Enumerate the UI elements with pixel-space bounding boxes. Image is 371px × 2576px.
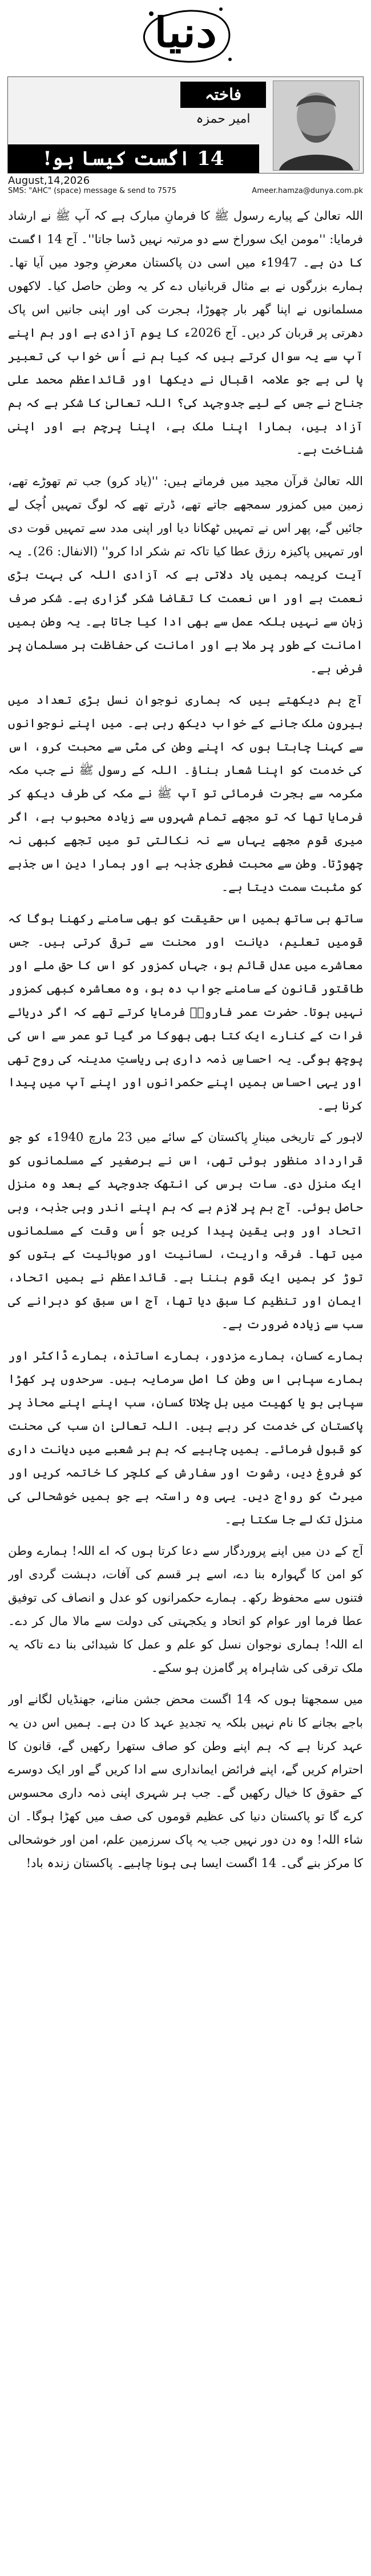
paragraph: اللہ تعالیٰ کے پیارے رسول ﷺ کا فرمانِ مبارک ہے کہ آپ ﷺ نے ارشاد فرمایا: ''مومن ایک سوراخ سے دو مرتبہ نہیں ڈسا جاتا''۔ آج 14 اگست کا دن ہے۔ 1947ء میں اسی دن پاکستان معرضِ وجود میں آیا تھا۔ ہمارے بزرگوں نے بے مثال قربانیاں دے کر یہ وطن حاصل کیا۔ لاکھوں مسلمانوں نے اپنا گھر بار چھوڑا، ہجرت کی اور اپنی جانیں اس پاک دھرتی پر قربان کر دیں۔ آج 2026ء کا یوم آزادی ہے اور ہم اپنے آپ سے یہ سوال کرتے ہیں کہ کیا ہم نے اُس خواب کی تعبیر پا لی ہے جو علامہ اقبال نے دیکھا اور قائداعظم محمد علی جناح نے جس کے لیے جدوجہد کی؟ اللہ تعالیٰ کا شکر ہے کہ ہم آزاد ہیں، ہمارا اپنا ملک ہے، اپنا پرچم ہے اور اپنی شناخت ہے۔	[8, 209, 363, 457]
paragraph: لاہور کے تاریخی مینارِ پاکستان کے سائے میں 23 مارچ 1940ء کو جو قرارداد منظور ہوئی تھی، اس نے برصغیر کے مسلمانوں کو ایک منزل دی۔ سات برس کی انتھک جدوجہد کے بعد وہ منزل حاصل ہوئی۔ آج ہم پر لازم ہے کہ ہم اپنے اندر وہی جذبہ، وہی اتحاد اور وہی یقین پیدا کریں جو اُس وقت کے مسلمانوں میں تھا۔ فرقہ واریت، لسانیت اور صوبائیت کے بتوں کو توڑ کر ہمیں ایک قوم بننا ہے۔ قائداعظم نے ہمیں اتحاد، ایمان اور تنظیم کا سبق دیا تھا، آج اس سبق کو دہرانے کی سب سے زیادہ ضرورت ہے۔	[8, 1130, 363, 1331]
logo-text: دنیا	[154, 8, 217, 57]
sms-info: SMS: "AHC" (space) message & send to 7575	[8, 187, 176, 195]
column-header	[7, 76, 364, 174]
column-name: فاختہ	[180, 82, 266, 108]
dunya-logo	[134, 3, 237, 67]
headline: 14 اگست کیسا ہو!	[8, 144, 259, 173]
paragraph: آج ہم دیکھتے ہیں کہ ہماری نوجوان نسل بڑی تعداد میں بیرونِ ملک جانے کے خواب دیکھ رہی ہے۔ میں اپنے نوجوانوں سے کہنا چاہتا ہوں کہ اپنے وطن کی مٹی سے محبت کرو، اس کی خدمت کو اپنا شعار بناؤ۔ اللہ کے رسول ﷺ نے جب مکہ مکرمہ سے ہجرت فرمائی تو آپ ﷺ نے مکہ کی طرف دیکھ کر فرمایا تھا کہ تو مجھے تمام شہروں سے زیادہ محبوب ہے، اگر میری قوم مجھے یہاں سے نہ نکالتی تو میں تجھے کبھی نہ چھوڑتا۔ وطن سے محبت فطری جذبہ ہے اور ہمارا دین اس جذبے کو مثبت سمت دیتا ہے۔	[8, 693, 363, 894]
paragraph: میں سمجھتا ہوں کہ 14 اگست محض جشن منانے، جھنڈیاں لگانے اور باجے بجانے کا نام نہیں بلکہ یہ تجدیدِ عہد کا دن ہے۔ ہمیں اس دن یہ عہد کرنا ہے کہ ہم اپنے وطن کو صاف ستھرا رکھیں گے، قانون کا احترام کریں گے، اپنے فرائض ایمانداری سے ادا کریں گے اور ایک دوسرے کے حقوق کا خیال رکھیں گے۔ جب ہر شہری اپنی ذمہ داری محسوس کرے گا تو پاکستان دنیا کی عظیم قوموں کی صف میں کھڑا ہوگا۔ ان شاء اللہ! وہ دن دور نہیں جب یہ پاک سرزمین علم، امن اور خوشحالی کا مرکز بنے گی۔ 14 اگست ایسا ہی ہونا چاہیے۔ پاکستان زندہ باد!	[8, 1692, 363, 1870]
article-body	[8, 204, 363, 2570]
paragraph: ہمارے کسان، ہمارے مزدور، ہمارے اساتذہ، ہمارے ڈاکٹر اور ہمارے سپاہی اس وطن کا اصل سرمایہ ہیں۔ سرحدوں پر کھڑا سپاہی ہو یا کھیت میں ہل چلاتا کسان، سب اپنے اپنے محاذ پر پاکستان کی خدمت کر رہے ہیں۔ اللہ تعالیٰ ان سب کی محنت کو قبول فرمائے۔ ہمیں چاہیے کہ ہم ہر شعبے میں دیانت داری کو فروغ دیں، رشوت اور سفارش کے کلچر کا خاتمہ کریں اور میرٹ کو رواج دیں۔ یہی وہ راستہ ہے جو ہمیں خوشحالی کی منزل تک لے جا سکتا ہے۔	[8, 1349, 363, 1526]
paragraph: ساتھ ہی ساتھ ہمیں اس حقیقت کو بھی سامنے رکھنا ہوگا کہ قومیں تعلیم، دیانت اور محنت سے ترقی کرتی ہیں۔ جس معاشرے میں عدل قائم ہو، جہاں کمزور کو اس کا حق ملے اور طاقتور قانون کے سامنے جواب دہ ہو، وہ معاشرہ کبھی کمزور نہیں ہوتا۔ حضرت عمر فاروقؓ فرمایا کرتے تھے کہ اگر دریائے فرات کے کنارے ایک کتا بھی بھوکا مر گیا تو عمر سے اس کی پوچھ ہوگی۔ یہ احساسِ ذمہ داری ہی ریاستِ مدینہ کی روح تھی اور یہی احساس ہمیں اپنے حکمرانوں اور اپنے آپ میں پیدا کرنا ہے۔	[8, 912, 363, 1112]
author-name: امیر حمزہ	[196, 112, 251, 126]
author-photo	[273, 80, 360, 171]
publish-date: August,14,2026	[8, 175, 90, 187]
author-email[interactable]: Ameer.hamza@dunya.com.pk	[252, 187, 363, 195]
paragraph: آج کے دن میں اپنے پروردگار سے دعا کرتا ہوں کہ اے اللہ! ہمارے وطن کو امن کا گہوارہ بنا دے، اسے ہر قسم کی آفات، دہشت گردی اور فتنوں سے محفوظ رکھ۔ ہمارے حکمرانوں کو عدل و انصاف کی توفیق عطا فرما اور عوام کو اتحاد و یکجہتی کی دولت سے مالا مال کر دے۔ اے اللہ! ہماری نوجوان نسل کو علم و عمل کا شیدائی بنا دے تاکہ یہ ملک ترقی کی شاہراہ پر گامزن ہو سکے۔	[8, 1544, 363, 1675]
paragraph: اللہ تعالیٰ قرآن مجید میں فرماتے ہیں: ''(یاد کرو) جب تم تھوڑے تھے، زمین میں کمزور سمجھے جاتے تھے، ڈرتے تھے کہ لوگ تمہیں اُچک لے جائیں گے، پھر اس نے تمہیں ٹھکانا دیا اور اپنی مدد سے تمہیں قوت دی اور تمہیں پاکیزہ رزق عطا کیا تاکہ تم شکر ادا کرو'' (الانفال: 26)۔ یہ آیت کریمہ ہمیں یاد دلاتی ہے کہ آزادی اللہ کی بہت بڑی نعمت ہے اور اس نعمت کا تقاضا شکر گزاری ہے۔ شکر صرف زبان سے نہیں بلکہ عمل سے بھی ادا کیا جاتا ہے۔ یہ وطن ہمیں امانت کے طور پر ملا ہے اور امانت کی حفاظت ہر مسلمان پر فرض ہے۔	[8, 474, 363, 675]
